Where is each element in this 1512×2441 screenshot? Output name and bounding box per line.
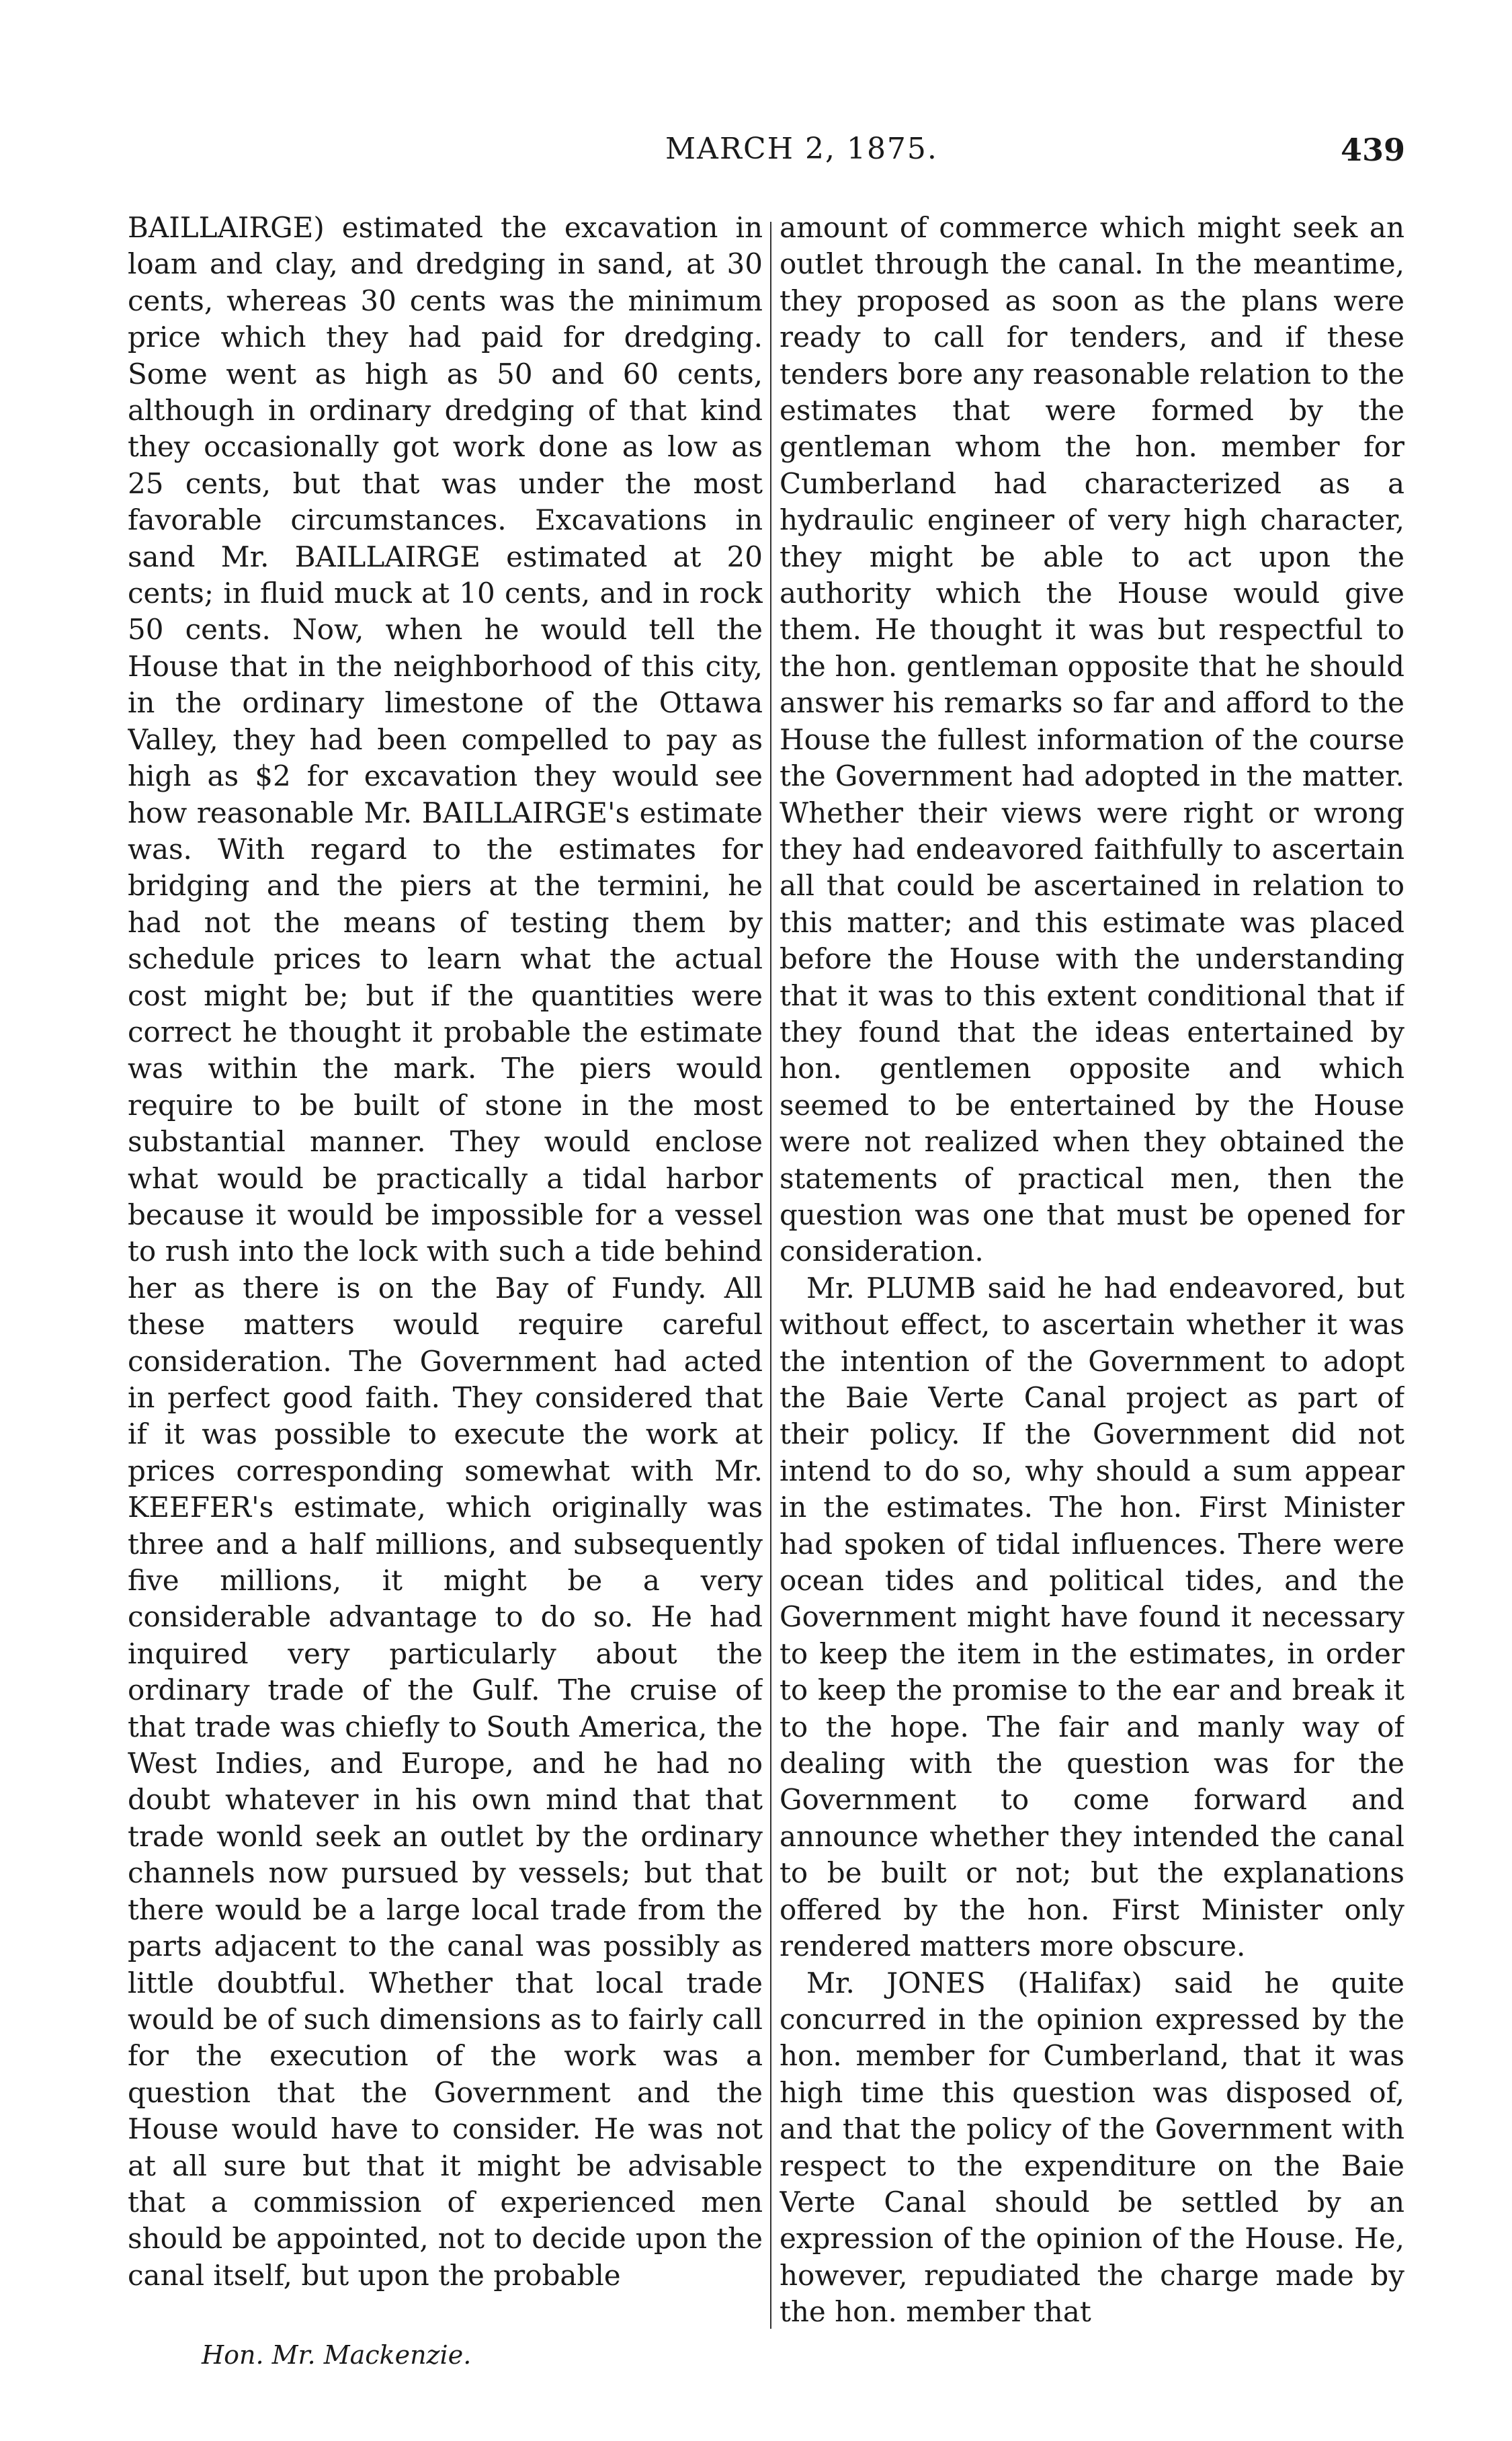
right-paragraph-plumb: Mr. PLUMB said he had endeavored, but without effect, to ascertain whether it was the intention of the Government to adopt the Baie Verte Canal project as part of their policy. If the Government did not intend to do so, why should a sum appear in the estimates. The hon. First Minister had spoken of tidal influences. There were ocean tides and political tides, and the Government might have found it necessary to keep the item in the estimates, in order to keep the promise to the ear and break it to the hope. The fair and manly way of dealing with the question was for the Government to come forward and announce whether they intended the canal to be built or not; but the explanations offered by the hon. First Minister only rendered matters more obscure. — [780, 1271, 1404, 1963]
left-column — [128, 210, 763, 2333]
left-paragraph: BAILLAIRGE) estimated the excavation in loam and clay, and dredging in sand, at 30 cents, whereas 30 cents was the minimum price which they had paid for dredging. Some went as high as 50 and 60 cents, although in ordinary dredging of that kind they occasionally got work done as low as 25 cents, but that was under the most favorable circumstances. Excavations in sand Mr. BAILLAIRGE estimated at 20 cents; in fluid muck at 10 cents, and in rock 50 cents. Now, when he would tell the House that in the neighborhood of this city, in the ordinary limestone of the Ottawa Valley, they had been compelled to pay as high as $2 for excavation they would see how reasonable Mr. BAILLAIRGE's estimate was. With regard to the estimates for bridging and the piers at the termini, he had not the means of testing them by schedule prices to learn what the actual cost might be; but if the quantities were correct he thought it probable the estimate was within the mark. The piers would require to be built of stone in the most substantial manner. They would enclose what would be practically a tidal harbor because it would be impossible for a vessel to rush into the lock with such a tide behind her as there is on the Bay of Fundy. All these matters would require careful consideration. The Government had acted in perfect good faith. They considered that if it was possible to execute the work at prices corresponding somewhat with Mr. KEEFER's estimate, which originally was three and a half millions, and subsequently five millions, it might be a very considerable advantage to do so. He had inquired very particularly about the ordinary trade of the Gulf. The cruise of that trade was chiefly to South America, the West Indies, and Europe, and he had no doubt whatever in his own mind that that trade wonld seek an outlet by the ordinary channels now pursued by vessels; but that there would be a large local trade from the parts adjacent to the canal was possibly as little doubtful. Whether that local trade would be of such dimensions as to fairly call for the execution of the work was a question that the Government and the House would have to consider. He was not at all sure but that it might be advisable that a commission of experienced men should be appointed, not to decide upon the canal itself, but upon the probable — [128, 211, 763, 2292]
page-number: 439 — [1341, 132, 1406, 168]
header-date: MARCH 2, 1875. — [665, 132, 938, 166]
right-column — [780, 210, 1404, 2333]
running-header — [0, 132, 1512, 179]
right-paragraph-jones: Mr. JONES (Halifax) said he quite concurred in the opinion expressed by the hon. member for Cumberland, that it was high time this question was disposed of, and that the policy of the Government with respect to the expenditure on the Baie Verte Canal should be settled by an expression of the opinion of the House. He, however, repudiated the charge made by the hon. member that — [780, 1966, 1404, 2329]
column-divider — [770, 222, 771, 2329]
speaker-footnote: Hon. Mr. Mackenzie. — [202, 2340, 472, 2370]
right-paragraph-continued: amount of commerce which might seek an outlet through the canal. In the meantime, they proposed as soon as the plans were ready to call for tenders, and if these tenders bore any reasonable relation to the estimates that were formed by the gentleman whom the hon. member for Cumberland had characterized as a hydraulic engineer of very high character, they might be able to act upon the authority which the House would give them. He thought it was but respectful to the hon. gentleman opposite that he should answer his remarks so far and afford to the House the fullest information of the course the Government had adopted in the matter. Whether their views were right or wrong they had endeavored faithfully to ascertain all that could be ascertained in relation to this matter; and this estimate was placed before the House with the understanding that it was to this extent conditional that if they found that the ideas entertained by hon. gentlemen opposite and which seemed to be entertained by the House were not realized when they obtained the statements of practical men, then the question was one that must be opened for consideration. — [780, 211, 1404, 1268]
